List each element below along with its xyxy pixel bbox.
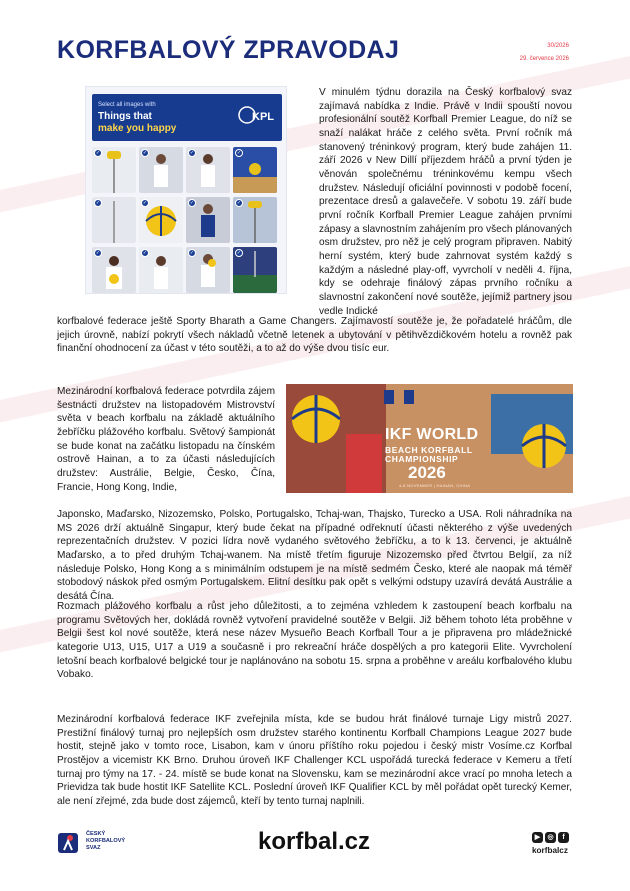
- grid-photo: [92, 147, 136, 193]
- article-4-text: Mezinárodní korfbalová federace IKF zveřejnila místa, kde se budou hrát finálové turnaje Ligy mistrů 2027. Prestižní finálový turnaj pro nejlepších osm družstev starého kontinentu Korfball Champions League 2027 bude hostit, stejně jako v tomto roce, Lisabon, kam v únoru příštího roku pojedou i český mistr Vosíme.cz Korfbal Prostějov a vicemistr KK Brno. Druhou úroveň IKF Challenger KCL uspořádá turecká federace v Kemeru a třetí turnaj pro týmy na 17. - 24. místě se bude konat na Slovensku, kam se mezinárodní akce vrací po mnoha letech a Prievidza tak bude hostit IKF Satellite KCL. Poslední úroveň IKF Qualifier KCL by měl pořádat opět turecký Kemer, ale není zřejmé, zda bude dost zájemců, kteří by tento turnaj naplnili.: [57, 714, 572, 807]
- article-2-text-left: Mezinárodní korfbalová federace potvrdila zájem šestnácti družstev na listopadovém Mistrovství světa v beach korfbalu na základě aktuálního žebříčku plážového korfbalu. Světový šampionát se bude konat na začátku listopadu na čínském ostrově Hainan, a to za účasti následujících družstev: Austrálie, Belgie, Česko, Čína, Francie, Hong Kong, Indie,: [57, 386, 275, 493]
- check-icon: ✓: [142, 150, 148, 156]
- grid-photo: [139, 247, 183, 293]
- facebook-icon[interactable]: f: [558, 832, 569, 843]
- kpl-logo: [238, 102, 274, 128]
- article-1-text-full: korfbalové federace ještě Sporty Bharath a Game Changers. Zajímavostí soutěže je, že pořadatelé hráčům, dle jejich úrovně, nabízí pokrytí všech nákladů včetně letenek a ubytování v pětihvězdičkovém hotelu a rovněž pak finanční ohodnocení za účast v této soutěži, a to až do výše dvou tisíc eur.: [57, 316, 572, 355]
- grid-photo: [92, 247, 136, 293]
- check-icon: ✓: [189, 150, 195, 156]
- check-icon: ✓: [189, 250, 195, 256]
- grid-photo: [92, 197, 136, 243]
- youtube-icon[interactable]: ▶: [532, 832, 543, 843]
- check-icon: ✓: [142, 250, 148, 256]
- grid-photo: [233, 247, 277, 293]
- beach-title-year: 2026: [408, 463, 446, 482]
- article-3-text: Rozmach plážového korfbalu a růst jeho důležitosti, a to zejména vzhledem k zastoupení beach korfbalu na programu Světových her, dokládá rovněž vytvoření pravidelné soutěže v Belgii. Již během tohoto léta proběhne v Belgii šest kol nové soutěže, která nese název Mysueño Beach Korfball Tour a je připravena pro mládežnické kategorie U13, U15, U17 a U19 a současně i pro rekreační hráče dospělých a pro kategorii Elite. Vyvrcholení letošní beach korfbalové belgické tour je naplánováno na sobotu 15. srpna a proběhne v areálu korfbalového klubu Vobako.: [57, 601, 572, 681]
- grid-photo: [139, 197, 183, 243]
- org-name-line: ČESKÝ: [86, 831, 106, 837]
- banner-line-2: make you happy: [98, 123, 177, 134]
- banner-line-1: Things that: [98, 111, 152, 122]
- issue-date: 29. července 2026: [519, 56, 569, 62]
- grid-photo: [186, 197, 230, 243]
- beach-title-line-3: CHAMPIONSHIP: [385, 454, 459, 464]
- grid-photo: [139, 147, 183, 193]
- check-icon: ✓: [142, 200, 148, 206]
- article-2-text-full: Japonsko, Maďarsko, Nizozemsko, Polsko, Portugalsko, Tchaj-wan, Thajsko, Turecko a USA. Roli náhradníka na MS 2026 drží aktuálně Singapur, který bude čekat na případné odřeknutí účasti některého z výše uvedených reprezentačních družstev. V pozici lídra nově vydaného světového žebříčku, a to k 13. červenci, je aktuálně Maďarsko, a to před druhým Tchaj-wanem. Na místě třetím figuruje Nizozemsko před čtvrtou Belgií, za níž následuje Polsko, Hong Kong a s minimálním odstupem je na místě sedmém Česko, které ale naopak má téměř stobodový náskok před osmým Portugalskem. Elitní desítku pak opět s velkými odstupy uzavírá devátá Austrálie a desátá Čína.: [57, 509, 572, 602]
- org-name: [86, 831, 125, 853]
- check-icon: ✓: [236, 200, 242, 206]
- banner-small-text: Select all images with: [98, 102, 156, 108]
- check-icon: ✓: [95, 200, 101, 206]
- website-link[interactable]: korfbal.cz: [258, 828, 371, 855]
- kpl-logo-text: KPL: [252, 111, 274, 123]
- instagram-icon[interactable]: ◎: [545, 832, 556, 843]
- check-icon: ✓: [95, 150, 101, 156]
- social-icons: [532, 832, 569, 843]
- beach-title-line-1: IKF WORLD: [385, 426, 479, 443]
- beach-dates: 4-8 NOVEMBER | HAINAN, CHINA: [399, 483, 471, 488]
- newsletter-title: KORFBALOVÝ ZPRAVODAJ: [57, 36, 400, 64]
- article-1-text-right: V minulém týdnu dorazila na Český korfbalový svaz zajímavá nabídka z Indie. Právě v Indii spouští novou profesionální soutěž Korfball Premier League, do níž se snaží nalákat hráče z celého světa. První ročník má stanovený tréninkový program, který bude zahájen 11. září 2026 v New Dillí příjezdem hráčů a první týden je věnován společnému tréninkovému kempu všech družstev. Následují oficiální povinnosti v podobě focení, prezentace dresů a galavečeře. V sobotu 19. září bude první ročník Korfball Premier League zahájen prvními zápasy a slavnostním zahájením pro všech plánovaných osm družstev, pro něž je celý program připraven. Nabitý herní systém, který bude zahrnovat systém každý s každým a následné play-off, vyvrcholí v neděli 4. října, kdy se odehraje finálový zápas prvního ročníku a slavnostní zakončení nové soutěže, jejímiž partnery jsou vedle Indické: [319, 87, 572, 317]
- grid-photo: [186, 247, 230, 293]
- csks-logo-icon: [57, 832, 79, 854]
- org-name-line: KORFBALOVÝ: [86, 838, 126, 845]
- issue-number: 30/2026: [547, 43, 569, 49]
- beach-championship-image: [286, 384, 573, 493]
- check-icon: ✓: [236, 250, 242, 256]
- check-icon: ✓: [189, 200, 195, 206]
- beach-title-line-2: BEACH KORFBALL: [385, 445, 473, 455]
- org-name-line: SVAZ: [86, 845, 101, 852]
- kpl-banner: [92, 94, 282, 141]
- kpl-promo-image: [85, 86, 287, 294]
- social-handle[interactable]: korfbalcz: [532, 846, 568, 855]
- grid-photo: [233, 147, 277, 193]
- check-icon: ✓: [95, 250, 101, 256]
- grid-photo: [186, 147, 230, 193]
- grid-photo: [233, 197, 277, 243]
- check-icon: ✓: [236, 150, 242, 156]
